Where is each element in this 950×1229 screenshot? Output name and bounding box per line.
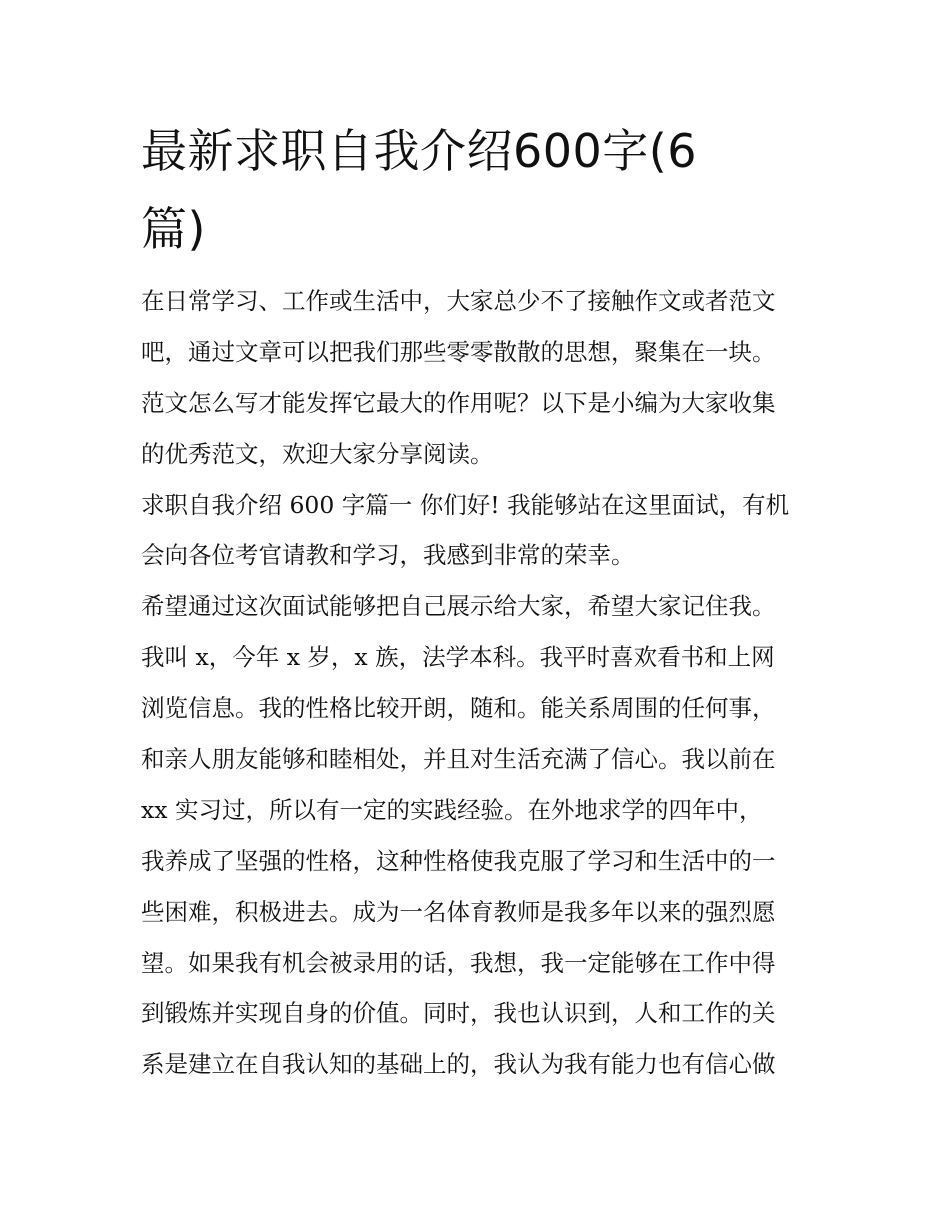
title-line-1: 最新求职自我介绍600字(6 [141,124,698,178]
body-line: 的优秀范文，欢迎大家分享阅读。 [141,439,494,468]
body-line: 希望通过这次面试能够把自己展示给大家，希望大家记住我。 [141,592,776,621]
body-line: 和亲人朋友能够和睦相处，并且对生活充满了信心。我以前在 [141,745,776,774]
body-line: 吧，通过文章可以把我们那些零零散散的思想，聚集在一块。 [141,337,776,366]
body-line: 到锻炼并实现自身的价值。同时，我也认识到，人和工作的关 [141,999,776,1028]
document-body [141,276,821,1090]
body-line: 在日常学习、工作或生活中，大家总少不了接触作文或者范文 [141,287,776,315]
body-line: 望。如果我有机会被录用的话，我想，我一定能够在工作中得 [141,948,776,977]
document-title [141,112,781,268]
body-line: xx 实习过，所以有一定的实践经验。在外地求学的四年中， [141,795,763,824]
title-line-2: 篇) [141,202,206,256]
body-line: 会向各位考官请教和学习，我感到非常的荣幸。 [141,541,635,570]
body-line: 系是建立在自我认知的基础上的，我认为我有能力也有信心做 [141,1050,776,1079]
body-line: 范文怎么写才能发挥它最大的作用呢？以下是小编为大家收集 [141,388,776,417]
body-line: 些困难，积极进去。成为一名体育教师是我多年以来的强烈愿 [141,897,776,926]
body-line: 浏览信息。我的性格比较开朗，随和。能关系周围的任何事， [141,694,776,723]
body-line: 求职自我介绍 600 字篇一 你们好! 我能够站在这里面试，有机 [141,490,790,519]
body-line: 我养成了坚强的性格，这种性格使我克服了学习和生活中的一 [141,846,776,875]
body-line: 我叫 x，今年 x 岁，x 族，法学本科。我平时喜欢看书和上网 [141,643,775,672]
